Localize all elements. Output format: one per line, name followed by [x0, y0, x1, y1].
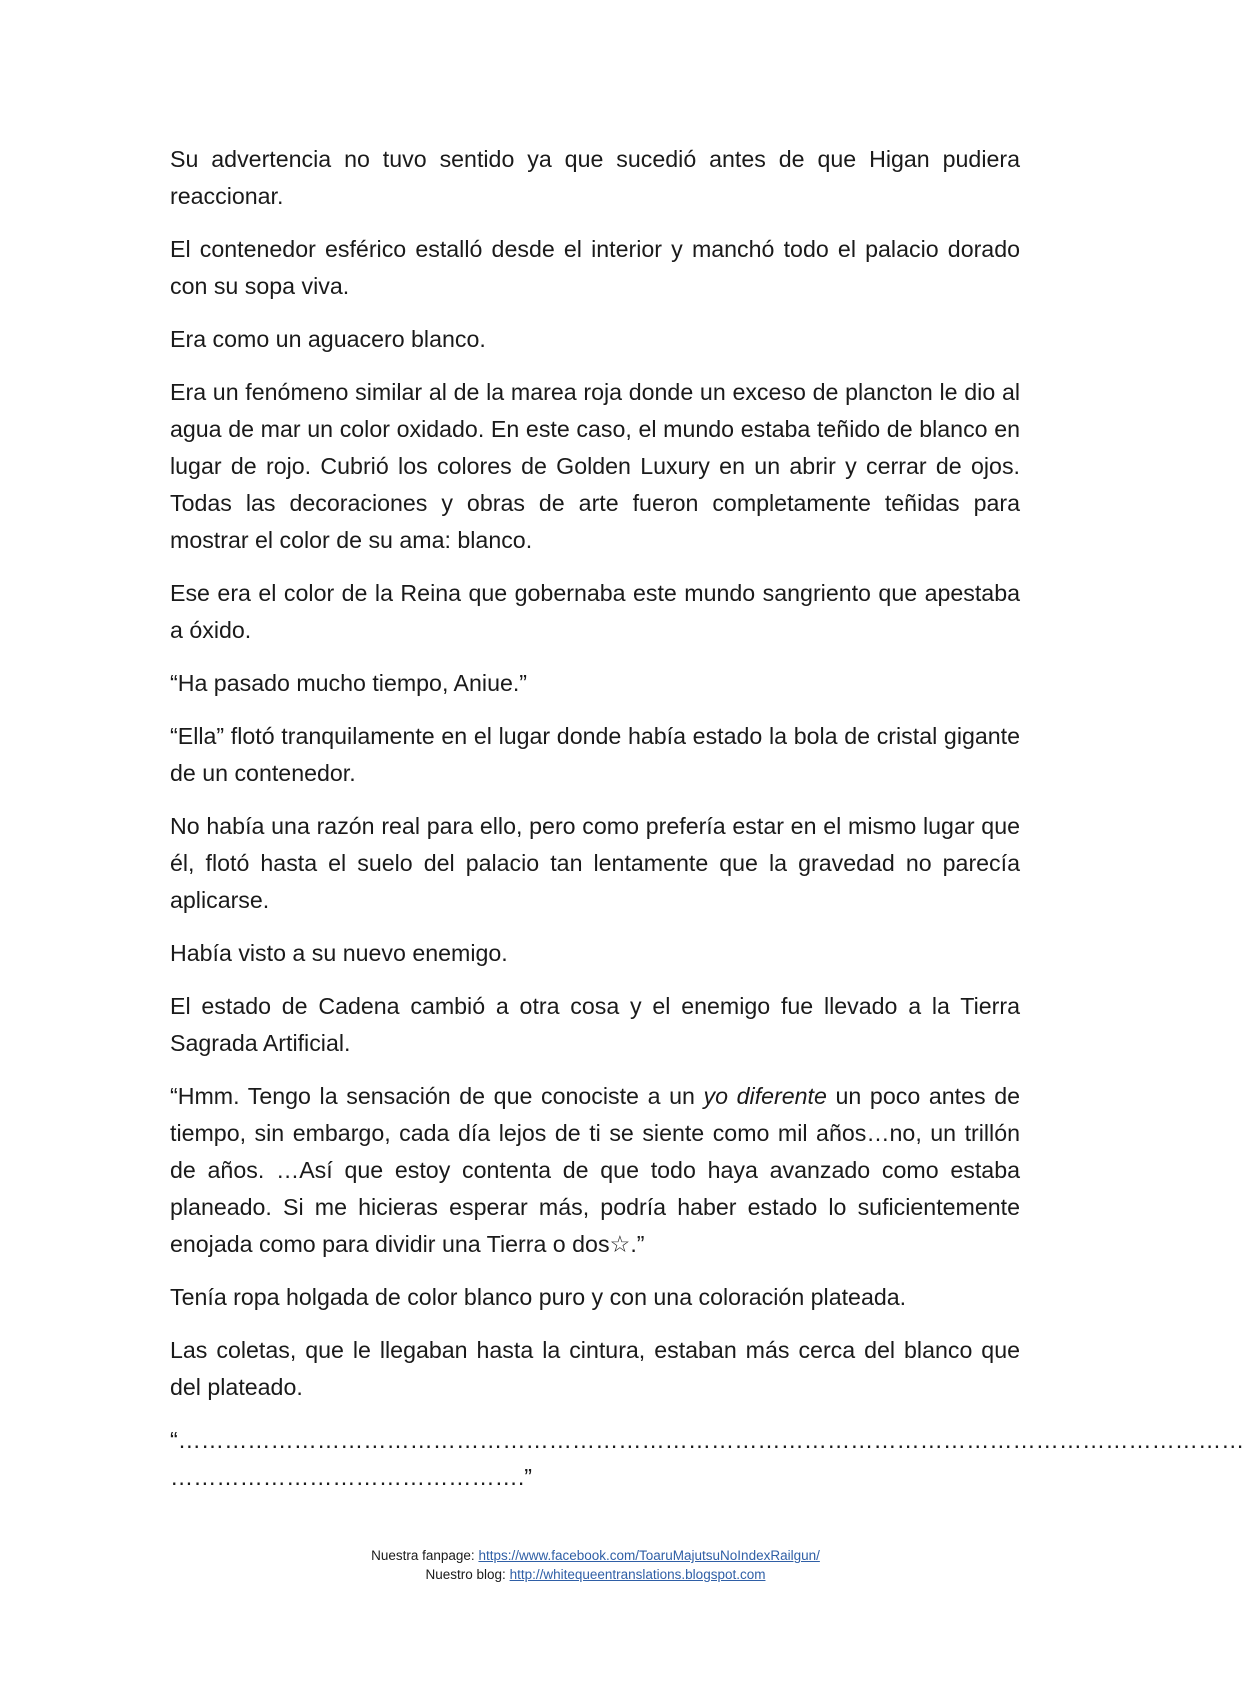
paragraph: Su advertencia no tuvo sentido ya que sucedió antes de que Higan pudiera reaccionar.: [170, 146, 1020, 209]
footer-fanpage-line: [0, 1546, 1191, 1565]
footer-blog-link[interactable]: http://whitequeentranslations.blogspot.com: [509, 1567, 766, 1582]
paragraph: Tenía ropa holgada de color blanco puro y con una coloración plateada.: [170, 1284, 907, 1310]
paragraph: Era un fenómeno similar al de la marea roja donde un exceso de plancton le dio al agua de mar un color oxidado. En este caso, el mundo estaba teñido de blanco en lugar de rojo. Cubrió los colores de Golden Luxury en un abrir y cerrar de ojos. Todas las decoraciones y obras de arte fueron completamente teñidas para mostrar el color de su ama: blanco.: [170, 379, 1020, 553]
ellipsis-line-1: “…………………………………………………………………………………………………………………………: [170, 1427, 1244, 1453]
paragraph: El estado de Cadena cambió a otra cosa y el enemigo fue llevado a la Tierra Sagrada Artificial.: [170, 993, 1020, 1056]
ellipsis-paragraph: [170, 1422, 1244, 1496]
paragraph-italic-phrase: yo diferente: [703, 1083, 827, 1109]
paragraph-text-after: un poco antes de tiempo, sin embargo, cada día lejos de ti se siente como mil años…no, un trillón de años. …Así que estoy contenta de que todo haya avanzado como estaba planeado. Si me hicieras esperar más, podría haber estado lo suficientemente enojada como para dividir una Tierra o dos☆.”: [170, 1083, 1020, 1257]
paragraph-text-before: “Hmm. Tengo la sensación de que conociste a un: [170, 1083, 704, 1109]
footer-fanpage-link[interactable]: https://www.facebook.com/ToaruMajutsuNoIndexRailgun/: [478, 1548, 820, 1563]
paragraph: El contenedor esférico estalló desde el interior y manchó todo el palacio dorado con su sopa viva.: [170, 236, 1020, 299]
paragraph: Ese era el color de la Reina que gobernaba este mundo sangriento que apestaba a óxido.: [170, 580, 1020, 643]
footer-blog-label: Nuestro blog:: [425, 1567, 510, 1582]
paragraph: Era como un aguacero blanco.: [170, 326, 486, 352]
document-body: [170, 141, 1244, 1512]
footer-blog-line: [0, 1565, 1191, 1584]
page-footer: [0, 1546, 1191, 1584]
paragraph: “Ha pasado mucho tiempo, Aniue.”: [170, 670, 528, 696]
paragraph: No había una razón real para ello, pero como prefería estar en el mismo lugar que él, flotó hasta el suelo del palacio tan lentamente que la gravedad no parecía aplicarse.: [170, 813, 1020, 913]
paragraph: “Ella” flotó tranquilamente en el lugar donde había estado la bola de cristal gigante de un contenedor.: [170, 723, 1020, 786]
footer-fanpage-label: Nuestra fanpage:: [371, 1548, 479, 1563]
paragraph: Había visto a su nuevo enemigo.: [170, 940, 508, 966]
ellipsis-line-2: ……………………………………….”: [170, 1464, 532, 1490]
paragraph: Las coletas, que le llegaban hasta la cintura, estaban más cerca del blanco que del plateado.: [170, 1337, 1020, 1400]
paragraph-with-italic: [170, 1078, 1020, 1263]
